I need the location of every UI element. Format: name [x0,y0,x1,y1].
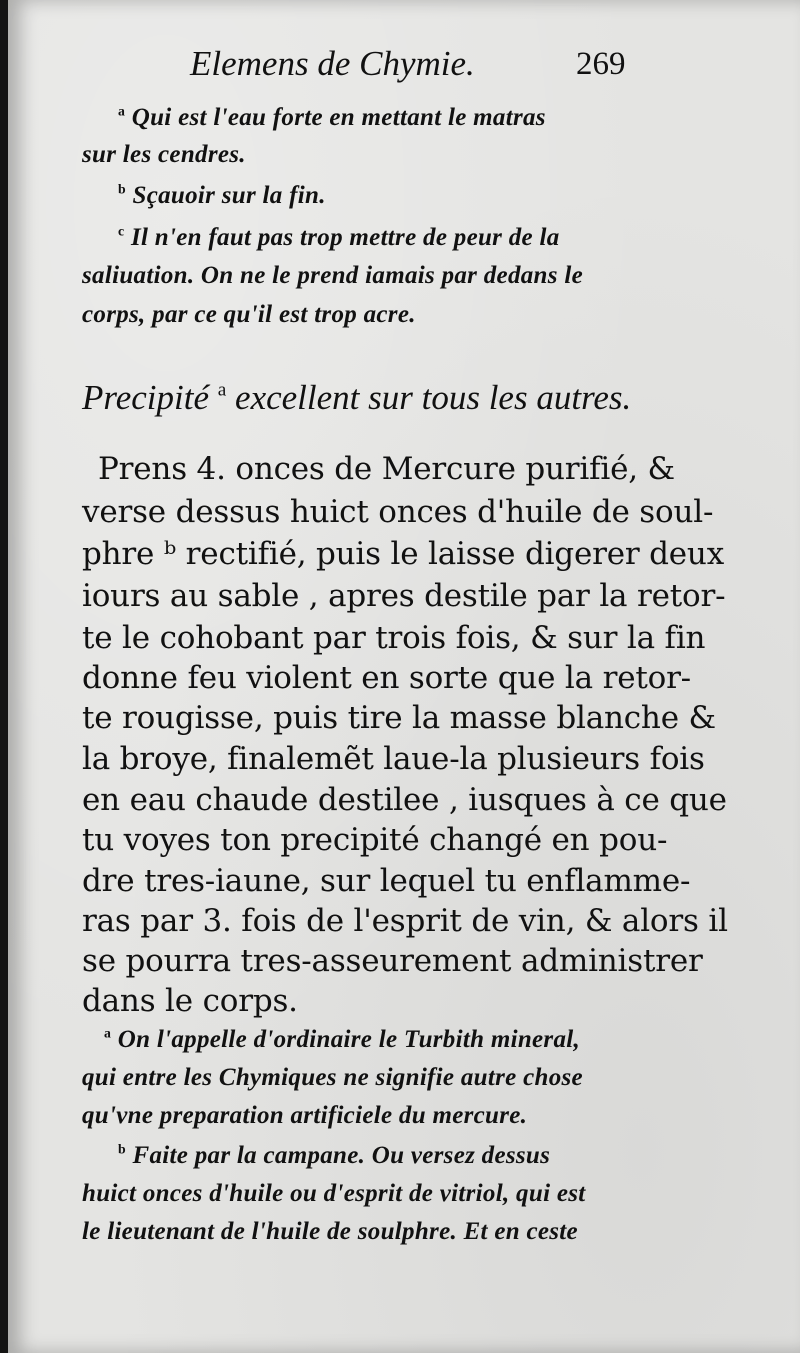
note-line [118,224,560,252]
note-text: Faite par la campane. Ou versez dessus [132,1142,551,1169]
note-line [104,1026,580,1054]
body-line: donne feu violent en sorte que la retor- [82,660,691,696]
section-title-marker: a [217,379,227,401]
body-line: dans le corps. [82,983,298,1019]
note-line [82,301,416,329]
note-marker: c [118,223,125,239]
note-text: On l'appelle d'ordinaire le Turbith mineral, [117,1026,581,1053]
note-text: corps, par ce qu'il est trop acre. [82,301,416,328]
note-text: Il n'en faut pas trop mettre de peur de la [130,224,560,251]
body-line: tu voyes ton precipité changé en pou- [82,822,668,858]
page-number: 269 [576,46,626,82]
note-text: Qui est l'eau forte en mettant le matras [131,104,546,131]
note-text: huict onces d'huile ou d'esprit de vitriol, qui est [82,1180,586,1207]
section-title-start: Precipité [82,378,209,417]
note-marker: b [118,1141,126,1157]
running-title: Elemens de Chymie. [190,44,475,83]
section-title [82,378,631,418]
body-line: se pourra tres-asseurement administrer [82,943,703,979]
note-line [118,104,546,132]
body-line: phre ᵇ rectifié, puis le laisse digerer deux [82,536,724,572]
note-line [118,1142,550,1170]
note-line [82,1218,578,1246]
body-line: iours au sable , apres destile par la retor- [82,578,726,614]
note-text: qu'vne preparation artificiele du mercure. [82,1102,528,1129]
body-line: ras par 3. fois de l'esprit de vin, & alors il [82,903,728,939]
note-text: qui entre les Chymiques ne signifie autre chose [82,1064,583,1091]
note-marker: a [118,103,126,119]
note-text: saliuation. On ne le prend iamais par dedans le [82,262,583,289]
note-marker: a [104,1025,112,1041]
body-line: te le cohobant par trois fois, & sur la fin [82,620,706,656]
note-line [82,1102,527,1130]
body-line: verse dessus huict onces d'huile de soul- [82,494,714,530]
body-line: en eau chaude destilee , iusques à ce que [82,782,727,818]
note-text: Sçauoir sur la fin. [132,182,326,209]
note-text: sur les cendres. [82,141,246,168]
body-line: te rougisse, puis tire la masse blanche & [82,700,716,736]
note-text: le lieutenant de l'huile de soulphre. Et en ceste [82,1218,578,1245]
section-title-end: excellent sur tous les autres. [235,378,632,417]
note-line [82,1180,586,1208]
body-line: la broye, finalemẽt laue-la plusieurs fois [82,741,705,777]
note-line [82,141,246,169]
body-line: Prens 4. onces de Mercure purifié, & [98,451,675,487]
note-marker: b [118,181,126,197]
note-line [82,262,583,290]
body-line: dre tres-iaune, sur lequel tu enflamme- [82,863,691,899]
note-line [118,182,326,210]
note-line [82,1064,583,1092]
